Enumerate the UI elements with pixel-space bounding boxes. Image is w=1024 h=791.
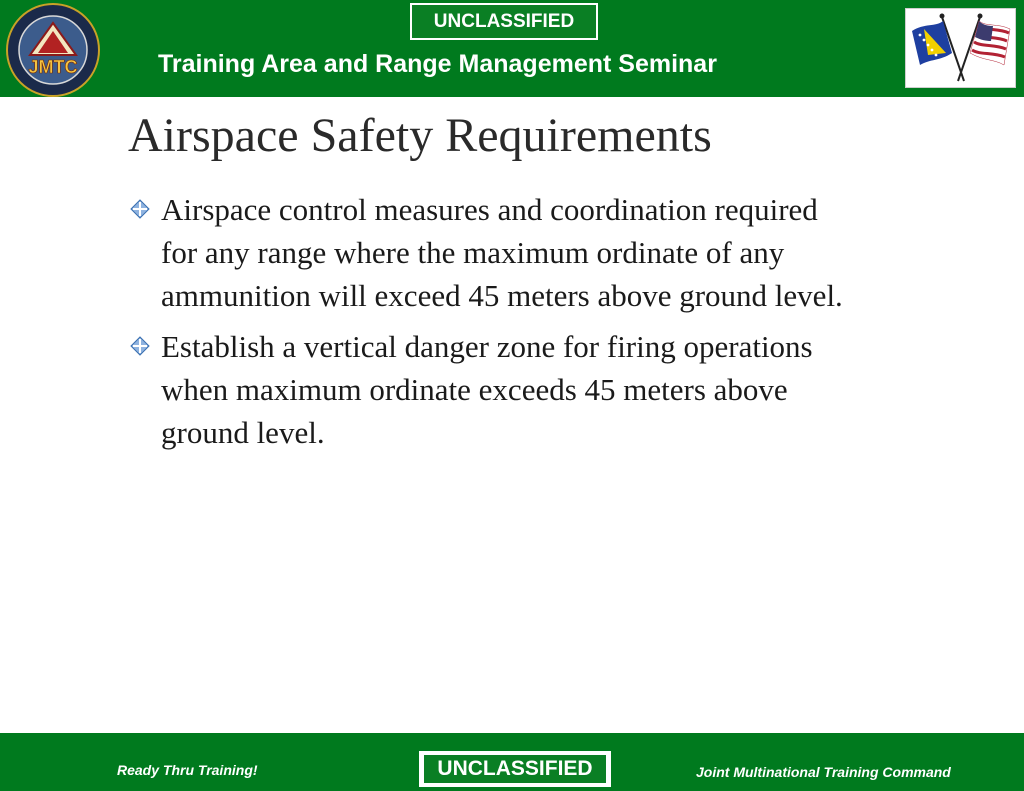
bullet-text: Establish a vertical danger zone for firing operations when maximum ordinate exceeds 45 meters above ground level. — [161, 329, 813, 450]
diamond-cross-bullet-icon — [130, 336, 150, 356]
footer-band — [0, 733, 1024, 791]
bullet-item — [128, 325, 848, 454]
bottom-classification-banner — [419, 751, 611, 787]
diamond-cross-bullet-icon — [130, 199, 150, 219]
logo-text: JMTC — [28, 57, 78, 77]
flags-image — [905, 8, 1016, 88]
bullet-text: Airspace control measures and coordination required for any range where the maximum ordinate of any ammunition will exceed 45 meters above ground level. — [161, 192, 843, 313]
bullet-item — [128, 188, 848, 317]
footer-motto: Ready Thru Training! — [117, 762, 258, 778]
slide-title: Airspace Safety Requirements — [128, 109, 712, 162]
seminar-title: Training Area and Range Management Seminar — [158, 50, 717, 78]
bottom-classification-label: UNCLASSIFIED — [424, 755, 606, 783]
bullet-list — [128, 188, 848, 462]
jmtc-logo — [6, 3, 100, 97]
top-classification-banner: UNCLASSIFIED — [410, 3, 598, 40]
header-band — [0, 0, 1024, 97]
crossed-flags-icon — [906, 9, 1015, 87]
footer-command: Joint Multinational Training Command — [696, 764, 951, 780]
